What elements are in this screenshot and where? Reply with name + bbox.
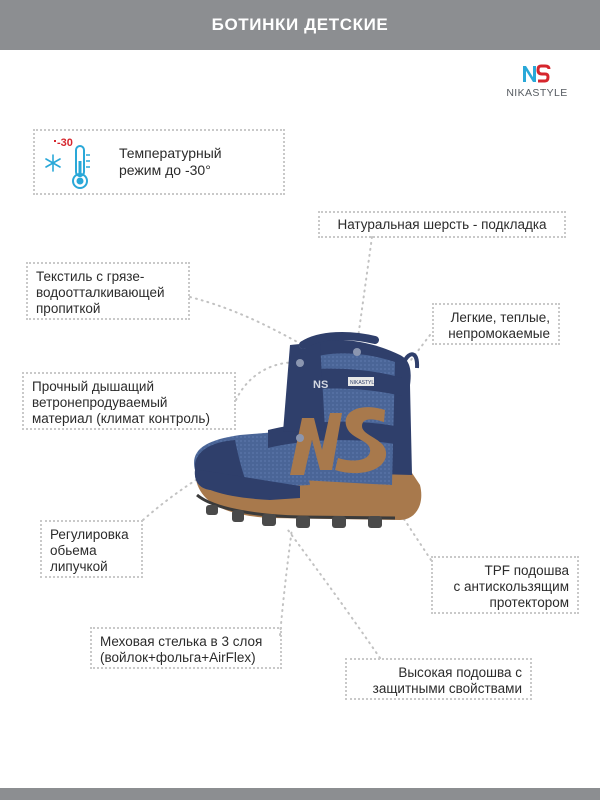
temperature-badge: -30 bbox=[57, 137, 73, 149]
boot-logo: NS bbox=[313, 379, 329, 391]
feature-light-warm: Легкие, теплые, непромокаемые bbox=[432, 303, 560, 345]
feature-wool-lining: Натуральная шерсть - подкладка bbox=[318, 211, 566, 238]
feature-tpr-sole: TPF подошва с антискользящим протектором bbox=[431, 556, 579, 614]
feature-velcro: Регулировка обьема липучкой bbox=[40, 520, 143, 578]
feature-insole: Меховая стелька в 3 слоя (войлок+фольга+AirFlex) bbox=[90, 627, 282, 669]
boot-tag: NIKASTYLE bbox=[350, 380, 378, 386]
feature-breathable: Прочный дышащий ветронепродуваемый материал (климат контроль) bbox=[22, 372, 236, 430]
feature-textile: Текстиль с грязе- водоотталкивающей пропиткой bbox=[26, 262, 190, 320]
feature-high-sole: Высокая подошва с защитными свойствами bbox=[345, 658, 532, 700]
footer-bar bbox=[0, 788, 600, 800]
brand-name: NIKASTYLE bbox=[506, 87, 568, 99]
page-title: БОТИНКИ ДЕТСКИЕ bbox=[211, 15, 389, 34]
temperature-text: Температурный режим до -30° bbox=[119, 145, 222, 178]
